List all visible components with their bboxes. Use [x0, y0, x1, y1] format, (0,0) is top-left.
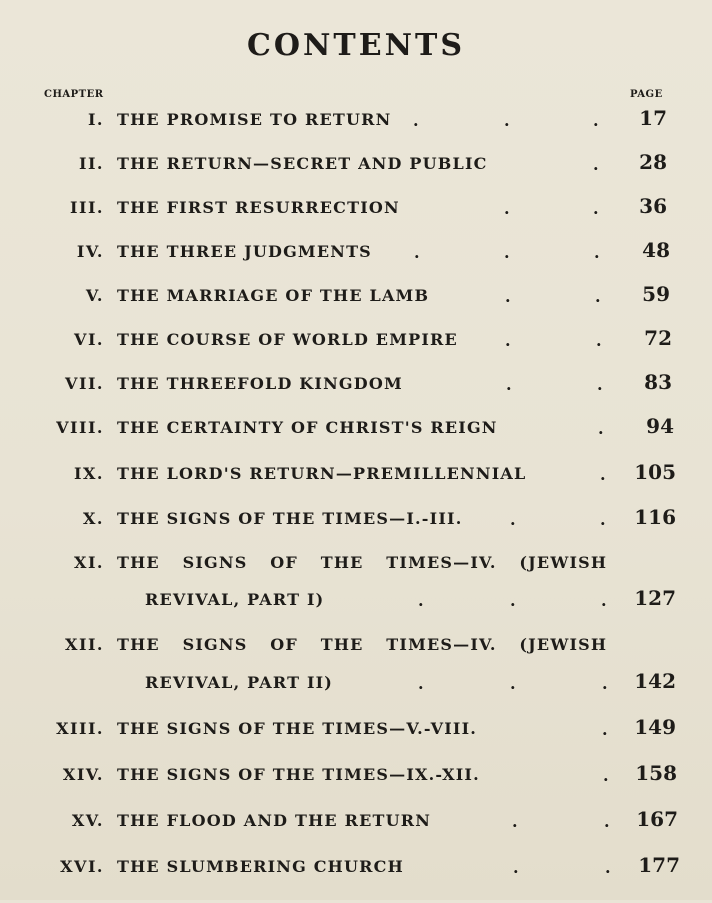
- leader-dot: .: [505, 287, 511, 306]
- leader-dot: .: [510, 591, 516, 610]
- leader-dot: .: [593, 199, 599, 218]
- leader-dot: .: [413, 111, 419, 130]
- toc-entry-3: [0, 194, 712, 244]
- leader-dot: .: [600, 510, 606, 529]
- leader-dot: .: [595, 287, 601, 306]
- chapter-number: X.: [83, 509, 104, 528]
- page-column-header: PAGE: [630, 89, 663, 100]
- page-number: 177: [638, 853, 680, 877]
- toc-entry-5: [0, 282, 712, 332]
- chapter-number: I.: [87, 110, 104, 129]
- toc-entry-16: [0, 853, 712, 903]
- chapter-title: THE SLUMBERING CHURCH: [117, 857, 404, 876]
- leader-dot: .: [605, 858, 611, 877]
- chapter-number: V.: [85, 286, 104, 305]
- leader-dot: .: [512, 812, 518, 831]
- chapter-number: XVI.: [60, 857, 104, 876]
- chapter-title: THE CERTAINTY OF CHRIST'S REIGN: [117, 418, 498, 437]
- page-number: 72: [644, 326, 672, 350]
- chapter-title: THE SIGNS OF THE TIMES—V.-VIII.: [117, 719, 478, 738]
- page-number: 127: [634, 586, 676, 610]
- chapter-title: THE PROMISE TO RETURN: [117, 110, 392, 129]
- leader-dot: .: [596, 331, 602, 350]
- leader-dot: .: [513, 858, 519, 877]
- page-number: 83: [644, 370, 672, 394]
- leader-dot: .: [510, 674, 516, 693]
- leader-dot: .: [418, 591, 424, 610]
- leader-dot: .: [418, 674, 424, 693]
- chapter-title: THE SIGNS OF THE TIMES—I.-III.: [117, 509, 463, 528]
- leader-dot: .: [593, 111, 599, 130]
- chapter-title: THE LORD'S RETURN—PREMILLENNIAL: [117, 464, 527, 483]
- chapter-title: THE COURSE OF WORLD EMPIRE: [117, 330, 458, 349]
- toc-entry-10: [0, 505, 712, 555]
- chapter-number: XV.: [71, 811, 104, 830]
- leader-dot: .: [593, 155, 599, 174]
- page-number: 36: [639, 194, 667, 218]
- chapter-number: XI.: [74, 553, 104, 572]
- toc-entry-4: [0, 238, 712, 288]
- chapter-number: XIII.: [56, 719, 104, 738]
- chapter-number: IX.: [74, 464, 104, 483]
- page-number: 167: [636, 807, 678, 831]
- page-number: 149: [634, 715, 676, 739]
- chapter-number: VI.: [74, 330, 104, 349]
- chapter-number: XIV.: [62, 765, 104, 784]
- page-number: 142: [634, 669, 676, 693]
- chapter-title-continued: REVIVAL, PART II): [145, 673, 334, 692]
- toc-entry-15: [0, 807, 712, 857]
- page-number: 94: [646, 414, 674, 438]
- leader-dot: .: [604, 812, 610, 831]
- toc-entry-11: [0, 553, 712, 635]
- leader-dot: .: [510, 510, 516, 529]
- leader-dot: .: [600, 465, 606, 484]
- page-number: 48: [642, 238, 670, 262]
- chapter-number: II.: [78, 154, 104, 173]
- leader-dot: .: [602, 674, 608, 693]
- toc-entry-13: [0, 715, 712, 765]
- page-number: 105: [634, 460, 676, 484]
- leader-dot: .: [597, 375, 603, 394]
- toc-entry-14: [0, 761, 712, 811]
- page-number: 116: [634, 505, 676, 529]
- leader-dot: .: [505, 331, 511, 350]
- chapter-number: IV.: [76, 242, 104, 261]
- toc-entry-6: [0, 326, 712, 376]
- page-title: CONTENTS: [246, 28, 466, 63]
- chapter-title: THE SIGNS OF THE TIMES—IX.-XII.: [117, 765, 480, 784]
- chapter-title-continued: REVIVAL, PART I): [145, 590, 325, 609]
- leader-dot: .: [506, 375, 512, 394]
- toc-entry-9: [0, 460, 712, 510]
- page-number: 28: [639, 150, 667, 174]
- leader-dot: .: [504, 111, 510, 130]
- chapter-number: III.: [69, 198, 104, 217]
- chapter-number: VIII.: [56, 418, 104, 437]
- page-number: 158: [635, 761, 677, 785]
- leader-dot: .: [603, 766, 609, 785]
- chapter-title: THE SIGNS OF THE TIMES—IV. (JEWISH: [117, 635, 608, 654]
- leader-dot: .: [594, 243, 600, 262]
- leader-dot: .: [414, 243, 420, 262]
- toc-entry-1: [0, 106, 712, 156]
- toc-entry-7: [0, 370, 712, 420]
- chapter-title: THE MARRIAGE OF THE LAMB: [117, 286, 430, 305]
- leader-dot: .: [504, 199, 510, 218]
- leader-dot: .: [602, 720, 608, 739]
- chapter-title: THE FLOOD AND THE RETURN: [117, 811, 432, 830]
- page-number: 59: [642, 282, 670, 306]
- chapter-title: THE SIGNS OF THE TIMES—IV. (JEWISH: [117, 553, 608, 572]
- leader-dot: .: [598, 419, 604, 438]
- toc-entry-2: [0, 150, 712, 200]
- toc-entry-8: [0, 414, 712, 464]
- chapter-title: THE FIRST RESURRECTION: [117, 198, 400, 217]
- chapter-title: THE RETURN—SECRET AND PUBLIC: [117, 154, 488, 173]
- leader-dot: .: [504, 243, 510, 262]
- chapter-number: XII.: [65, 635, 104, 654]
- leader-dot: .: [601, 591, 607, 610]
- chapter-number: VII.: [65, 374, 104, 393]
- toc-entry-12: [0, 635, 712, 717]
- page-number: 17: [639, 106, 667, 130]
- chapter-title: THE THREEFOLD KINGDOM: [117, 374, 403, 393]
- chapter-title: THE THREE JUDGMENTS: [117, 242, 372, 261]
- chapter-column-header: CHAPTER: [44, 89, 104, 100]
